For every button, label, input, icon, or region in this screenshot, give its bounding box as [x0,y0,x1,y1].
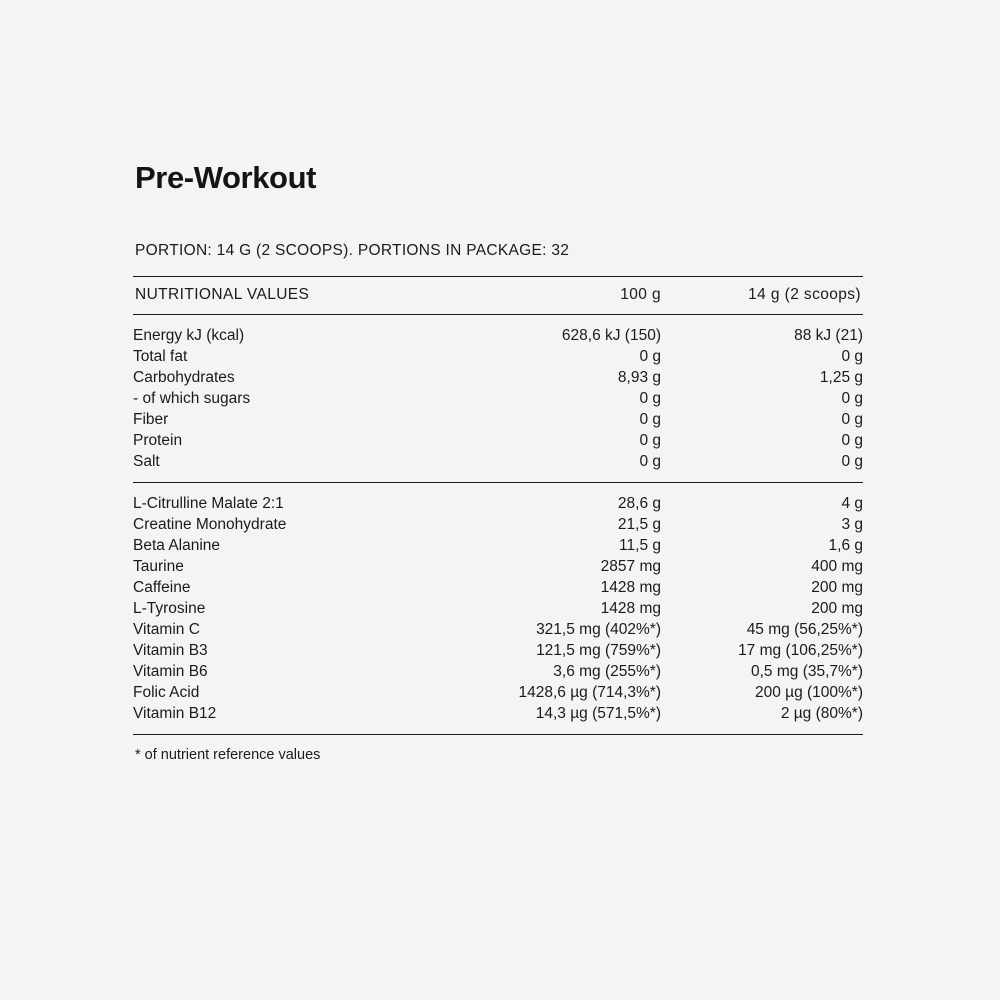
row-value-100g: 21,5 g [617,516,661,533]
row-value-100g: 0 g [639,432,661,449]
row-value-portion: 0 g [841,348,863,365]
nutrition-table-head [133,277,863,315]
row-label: Energy kJ (kcal) [133,327,245,344]
table-row [133,368,863,389]
table-row [133,515,863,536]
row-value-100g: 0 g [639,411,661,428]
row-value-portion: 0 g [841,390,863,407]
row-value-100g: 14,3 µg (571,5%*) [421,704,661,735]
table-row [133,683,863,704]
table-row [133,431,863,452]
row-value-portion: 200 µg (100%*) [754,684,863,701]
column-header-name: NUTRITIONAL VALUES [133,277,421,315]
row-value-portion: 1,6 g [828,537,863,554]
nutrition-label-panel [133,160,863,763]
row-value-100g: 8,93 g [617,369,661,386]
row-value-portion: 200 mg [811,579,863,596]
row-value-portion: 0 g [841,432,863,449]
row-value-portion: 0 g [661,452,863,483]
column-header-per-portion: 14 g (2 scoops) [661,277,863,315]
table-row [133,704,863,735]
row-label: Caffeine [133,579,191,596]
row-value-100g: 0 g [639,348,661,365]
row-label: L-Tyrosine [133,600,206,617]
row-label: Carbohydrates [133,369,235,386]
table-row [133,641,863,662]
column-header-per-100g: 100 g [421,277,661,315]
row-label: Folic Acid [133,684,200,701]
table-header-row [133,277,863,315]
row-value-100g: 121,5 mg (759%*) [536,642,661,659]
row-value-100g: 1428,6 µg (714,3%*) [518,684,661,701]
row-value-portion: 0,5 mg (35,7%*) [751,663,863,680]
row-value-100g: 3,6 mg (255%*) [553,663,661,680]
row-value-portion: 400 mg [811,558,863,575]
row-label: Vitamin C [133,621,200,638]
row-value-portion: 45 mg (56,25%*) [746,621,863,638]
row-label: Total fat [133,348,188,365]
table-row [133,410,863,431]
row-value-portion: 4 g [841,495,863,512]
table-row [133,536,863,557]
row-value-portion: 0 g [841,411,863,428]
row-value-100g: 1428 mg [600,579,661,596]
table-row [133,557,863,578]
row-value-100g: 28,6 g [617,495,661,512]
row-value-portion: 3 g [841,516,863,533]
row-value-100g: 321,5 mg (402%*) [536,621,661,638]
row-value-portion: 88 kJ (21) [794,327,863,344]
row-label: Vitamin B3 [133,642,208,659]
row-label: Vitamin B12 [133,704,421,735]
table-row [133,347,863,368]
row-label: Salt [133,452,421,483]
row-value-100g: 0 g [639,390,661,407]
row-label: Creatine Monohydrate [133,516,287,533]
nutrition-table [133,276,863,735]
row-label: Vitamin B6 [133,663,208,680]
row-value-portion: 2 µg (80%*) [661,704,863,735]
table-row [133,389,863,410]
row-label: L-Citrulline Malate 2:1 [133,495,284,512]
row-label: Protein [133,432,183,449]
footnote: * of nutrient reference values [135,747,321,763]
table-row [133,452,863,483]
row-value-100g: 1428 mg [600,600,661,617]
nutrition-table-body-basic [133,315,863,483]
row-label: - of which sugars [133,390,251,407]
table-row [133,483,863,515]
table-row [133,315,863,347]
table-row [133,578,863,599]
row-label: Beta Alanine [133,537,221,554]
row-value-portion: 17 mg (106,25%*) [738,642,863,659]
row-value-portion: 1,25 g [819,369,863,386]
portion-info: PORTION: 14 G (2 SCOOPS). PORTIONS IN PACKAGE: 32 [135,242,570,259]
row-value-100g: 0 g [421,452,661,483]
table-row [133,662,863,683]
row-value-100g: 11,5 g [619,537,661,554]
row-value-portion: 200 mg [811,600,863,617]
row-label: Fiber [133,411,169,428]
table-row [133,620,863,641]
page-title: Pre-Workout [135,160,317,195]
table-row [133,599,863,620]
row-value-100g: 2857 mg [600,558,661,575]
nutrition-table-body-actives [133,483,863,735]
row-label: Taurine [133,558,184,575]
row-value-100g: 628,6 kJ (150) [561,327,661,344]
